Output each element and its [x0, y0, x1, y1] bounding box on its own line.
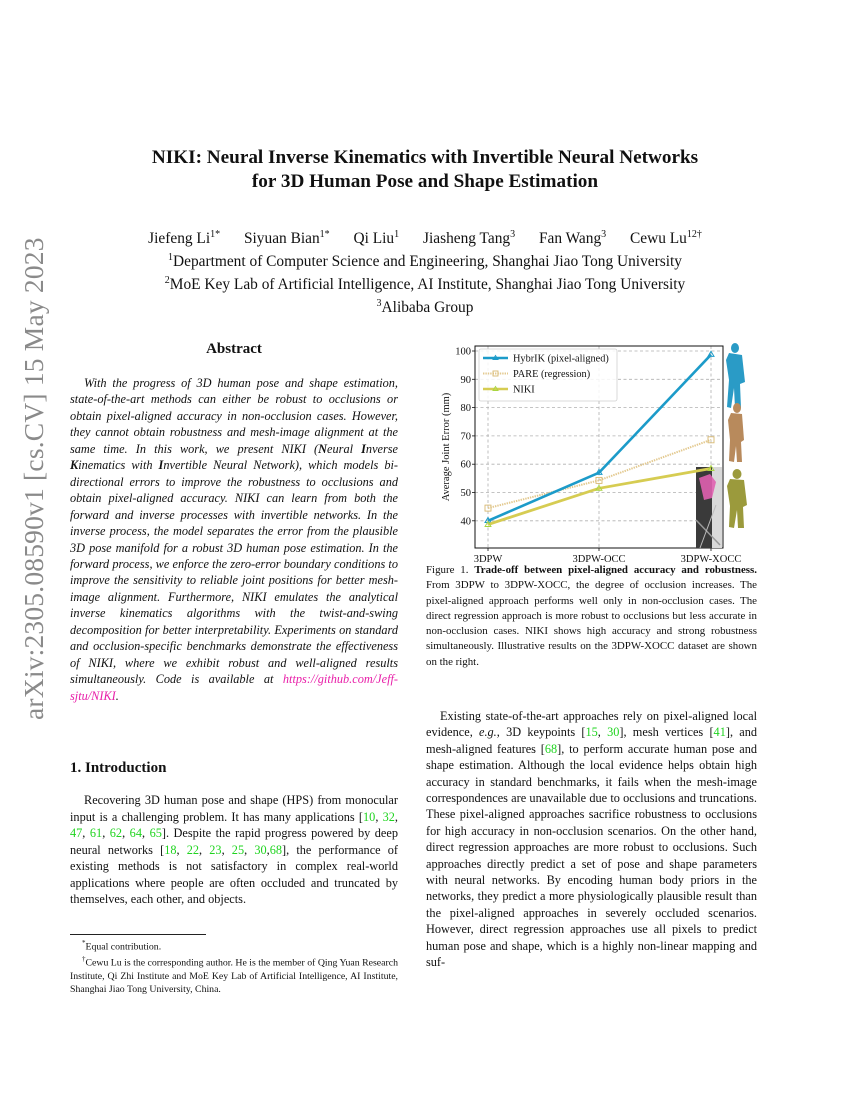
citation-link[interactable]: 65: [149, 826, 162, 840]
series-niki-line: [488, 469, 711, 525]
citation-link[interactable]: 62: [109, 826, 123, 840]
affiliation: $^3$Alibaba Group: [376, 298, 474, 317]
introduction-paragraph-2: Existing state-of-the-art approaches rely on pixel-aligned local evidence, e.g., 3D keypoints [15, 30], mesh vertices [41], and mesh-aligned features [68], to perform accurate human pose and shape estimation. Although the local evidence helps obtain high accuracy in standard benchmarks, it fails when the mesh-image correspondences are unavailable due to occlusions and truncations. These pixel-aligned approaches sacrifice robustness to occlusions for high accuracy in non-occlusion scenarios. On the other hand, direct regression approaches are more robust to occlusions. Such approaches directly predict a set of pose and shape parameters with neural networks. By encoding human body priors in the networks, they predict a more physiologically plausible result than the pixel-aligned approaches in severely occluded scenarios. However, direct regression approaches use all pixels to predict human pose and shape, which is a highly non-linear mapping and suf-: [426, 709, 758, 970]
author-block: [80, 225, 770, 318]
y-axis-ticks: [455, 347, 471, 528]
citation-link[interactable]: 22: [186, 842, 200, 857]
svg-text:3DPW: 3DPW: [473, 554, 503, 565]
human-mesh-niki-icon: [727, 469, 747, 528]
title-line-1: NIKI: Neural Inverse Kinematics with Invertible Neural Networks: [151, 147, 699, 168]
affiliation: $^1$Department of Computer Science and Engineering, Shanghai Jiao Tong University: [168, 252, 682, 271]
legend-pare: PARE (regression): [513, 369, 591, 380]
abstract-heading: Abstract: [206, 341, 262, 357]
paper-title: [100, 146, 750, 194]
citation-link[interactable]: 15: [585, 725, 598, 740]
citation-link[interactable]: 30: [254, 842, 267, 857]
svg-text:90: 90: [460, 374, 471, 386]
legend-hybrik: HybrIK (pixel-aligned): [513, 353, 609, 365]
author: Fan Wang$^3$: [538, 229, 607, 248]
author: Cewu $Lu^{12\dagger}$: [630, 229, 702, 248]
citation-link[interactable]: 61: [89, 826, 103, 840]
citation-link[interactable]: 68: [269, 842, 282, 857]
citation-link[interactable]: 10: [363, 809, 376, 824]
arxiv-identifier-stamp: arXiv:2305.08590v1 [cs.CV] 15 May 2023: [18, 237, 49, 720]
footnote: †Cewu Lu is the corresponding author. He is the member of Qing Yuan Research Institute, Qi Zhi Institute and MoE Key Lab of Artificial Intelligence, AI Institute, Shanghai Jiao Tong University, China.: [70, 955, 399, 995]
section-heading-introduction: 1. Introduction: [70, 760, 167, 776]
code-link[interactable]: https://github.com/Jeff-sjtu/NIKI: [70, 672, 398, 703]
author: Qi Liu$^1$: [353, 229, 400, 248]
affiliation: $^2$MoE Key Lab of Artificial Intelligence, AI Institute, Shanghai Jiao Tong University: [164, 275, 686, 294]
chart-legend: [479, 349, 617, 401]
citation-link[interactable]: 47: [70, 826, 83, 840]
svg-text:3DPW-OCC: 3DPW-OCC: [572, 554, 626, 565]
citation-link[interactable]: 30: [607, 725, 620, 740]
svg-text:3DPW-XOCC: 3DPW-XOCC: [680, 554, 742, 565]
title-line-2: for 3D Human Pose and Shape Estimation: [251, 171, 599, 192]
citation-link[interactable]: 41: [713, 725, 726, 740]
author: Siyuan Bian$^{1*}$: [243, 229, 330, 248]
figure-1-chart: [426, 340, 761, 565]
svg-text:40: 40: [460, 516, 471, 528]
svg-text:60: 60: [460, 459, 471, 471]
footnotes: [70, 937, 398, 996]
footnote-divider: [70, 934, 206, 935]
y-axis-label: Average Joint Error (mm): [441, 392, 452, 502]
author: Jiasheng Tang$^3$: [422, 229, 516, 248]
human-mesh-pare-icon: [728, 403, 744, 462]
abstract-body: With the progress of 3D human pose and shape estimation, state-of-the-art methods can either be robust to occlusions or obtain pixel-aligned accuracy in non-occlusion cases. However, they cannot obtain robustness and mesh-image alignment at the same time. In this work, we present NIKI (Neural Inverse Kinematics with Invertible Neural Network), which models bi-directional errors to improve the robustness to occlusions and obtain pixel-aligned accuracy. NIKI can learn from both the forward and inverse processes with invertible networks. In the inverse process, the model separates the error from the plausible 3D pose manifold for a robust 3D human pose estimation. In the forward process, we enforce the zero-error boundary conditions to improve the sensitivity to reliable joint positions for better mesh-image alignment. Furthermore, NIKI emulates the analytical inverse kinematics algorithms with the twist-and-swing decomposition for better interpretability. Experiments on standard and occlusion-specific benchmarks demonstrate the effectiveness of NIKI, where we exhibit robust and well-aligned results simultaneously. Code is available at https://github.com/Jeff-sjtu/NIKI.: [70, 376, 399, 703]
citation-link[interactable]: 23: [209, 842, 222, 857]
citation-link[interactable]: 68: [544, 741, 558, 756]
citation-link[interactable]: 25: [231, 842, 245, 857]
svg-text:70: 70: [460, 431, 471, 443]
introduction-paragraph: Recovering 3D human pose and shape (HPS) from monocular input is a challenging problem. It has many applications [10, 32, 47, 61, 62, 64, 65]. Despite the rapid progress powered by deep neural networks [18, 22, 23, 25, 30,68], the performance of existing methods is not satisfactory in complex real-world applications where people are often occluded and truncated by themselves, each other, and objects.: [70, 793, 399, 906]
author-list: [80, 225, 770, 248]
citation-link[interactable]: 18: [164, 842, 177, 857]
svg-text:80: 80: [460, 403, 471, 415]
svg-text:50: 50: [460, 488, 471, 499]
author: Jiefeng $Li^{1*}$: [148, 229, 221, 248]
citation-link[interactable]: 64: [129, 826, 142, 840]
footnote: *Equal contribution.: [82, 939, 162, 953]
svg-text:100: 100: [455, 346, 471, 358]
citation-link[interactable]: 32: [382, 809, 395, 824]
human-mesh-hybrik-icon: [726, 343, 745, 408]
legend-niki: NIKI: [513, 384, 535, 396]
occlusion-example-image: [696, 467, 722, 548]
figure-1-caption: Figure 1. Trade-off between pixel-aligned accuracy and robustness. From 3DPW to 3DPW-XOCC, the degree of occlusion increases. The pixel-aligned approach performs well only in non-occlusion cases. The direct regression approach is more robust to occlusions but less accurate in non-occlusion cases. NIKI shows high accuracy and strong robustness simultaneously. Illustrative results on the 3DPW-XOCC dataset are shown on the right.: [426, 564, 757, 668]
